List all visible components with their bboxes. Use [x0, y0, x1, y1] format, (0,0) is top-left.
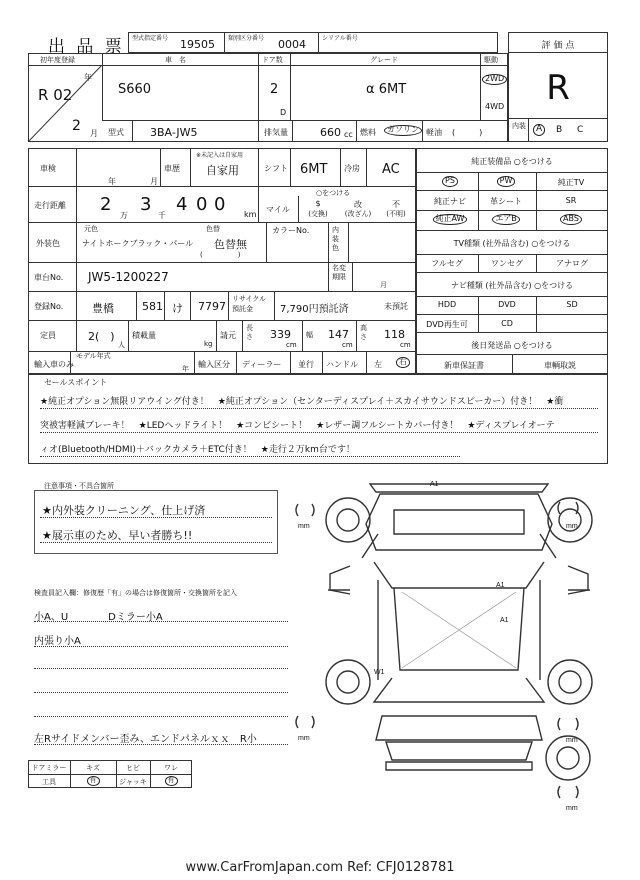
usage-note: ※未記入は自家用 — [196, 152, 244, 159]
equip-pw: PW — [476, 176, 536, 187]
drive-label: 駆動 — [484, 56, 498, 64]
sales-line-1: ★純正オプション無限リアウイング付き！ ★純正オプション（センターディスプレイ＋スカイサウンドスピーカー）付き！ ★衝 — [40, 397, 564, 407]
equip-tv: 純正TV — [557, 178, 585, 187]
reg-city: 豊橋 — [92, 302, 114, 315]
tv-oneseg: ワンセグ — [491, 259, 523, 268]
legend-scratch: キズ — [86, 764, 100, 772]
seikyu-label: 請元 — [220, 331, 236, 340]
sales-points-label: セールスポイント — [44, 378, 108, 387]
first-reg-label: 初年度登録 — [40, 56, 75, 64]
footer-watermark: www.CarFromJapan.com Ref: CFJ0128781 — [185, 860, 455, 875]
interior-label: 内装 — [512, 122, 526, 130]
inspector-line-1: 小A、U Dミラー小A — [34, 612, 163, 623]
notes-line-2: ★展示車のため、早い者勝ち!! — [42, 529, 193, 542]
car-damage-diagram — [290, 470, 620, 820]
interior-grade-c: C — [577, 125, 584, 135]
navi-cd: CD — [501, 319, 513, 328]
docs-title: 後日発送品 ○をつける — [471, 341, 553, 350]
inspection-month-unit: 月 — [150, 177, 158, 186]
sheet-title: 出 品 票 — [48, 37, 125, 57]
legend-mirror: ドアミラー — [31, 764, 67, 772]
height-cm: cm — [400, 341, 411, 349]
door-suffix: D — [280, 108, 287, 117]
vehicle-name: S660 — [118, 82, 152, 97]
reg-no-label: 登録No. — [34, 302, 64, 311]
legend-break: ワレ — [164, 764, 178, 772]
inspection-year-unit: 年 — [108, 177, 116, 186]
model-designation-label: 型式指定番号 — [132, 35, 169, 42]
damage-a1-rear-side: A1 — [500, 617, 509, 624]
import-label: 輸入車のみ — [34, 360, 74, 369]
mileage-check-note: ○をつける — [316, 189, 351, 197]
capacity-label: 定員 — [40, 331, 56, 340]
height-value: 118 — [384, 328, 405, 341]
mileage-digit-3: 4 — [176, 194, 188, 215]
equipment-title: 純正装備品 ○をつける — [471, 157, 553, 166]
length-value: 339 — [270, 328, 291, 341]
length-cm: cm — [286, 341, 297, 349]
orig-color: ナイトホークブラック・パール — [82, 239, 194, 248]
navi-sd: SD — [566, 300, 578, 309]
name-change-month: 月 — [380, 281, 387, 289]
mileage-digit-4: 0 — [196, 194, 208, 215]
navi-dvd: DVD — [498, 300, 516, 309]
category-number: 0004 — [278, 38, 306, 51]
equip-abs: ABS — [536, 214, 606, 225]
length-label: 長さ — [246, 324, 253, 341]
color-no-label: カラーNo. — [272, 226, 310, 235]
navi-title: ナビ種類 (社外品含む) ○をつける — [450, 281, 574, 290]
mm-unit-fr: mm — [566, 523, 578, 530]
reg-class: 581 — [142, 300, 163, 313]
grade-label: グレード — [370, 56, 398, 64]
drive-4wd: 4WD — [485, 102, 505, 111]
inspector-line-6: 左Rサイドメンバー歪み、エンドパネルｘｘ R小 — [34, 734, 257, 745]
km-unit: km — [244, 210, 257, 219]
model-year-label: モデル年式 — [76, 352, 111, 360]
handle-label: ハンドル — [326, 360, 358, 369]
equip-airbag: エアB — [476, 214, 536, 225]
tamper-sym: 改 — [354, 200, 362, 209]
recycle-amount: 7,790円預託済 — [280, 304, 349, 315]
category-label: 類別区分番号 — [228, 35, 265, 42]
mm-unit-rl: mm — [298, 735, 310, 742]
mileage-digit-2: 3 — [140, 194, 152, 215]
model-code: 3BA-JW5 — [150, 126, 198, 139]
recycle-label: リサイクル預託金 — [232, 295, 267, 313]
width-cm: cm — [342, 341, 353, 349]
notes-box — [34, 490, 278, 554]
interior-color-label: 内装色 — [332, 226, 339, 252]
load-label: 積載量 — [132, 331, 156, 340]
tamper-text: (改ざん) — [344, 210, 372, 218]
height-label: 高さ — [360, 324, 367, 341]
equip-ps: PS — [420, 176, 480, 187]
unknown-sym: 不 — [392, 200, 400, 209]
mileage-digit-5: 0 — [214, 194, 226, 215]
inspector-label: 検査員記入欄：修復歴「有」の場合は修復箇所・交換箇所を記入 — [34, 589, 237, 597]
damage-a1-right: A1 — [496, 582, 505, 589]
mileage-label: 走行距離 — [34, 201, 66, 210]
width-label: 幅 — [306, 331, 313, 339]
first-reg-month: 2 — [72, 118, 81, 134]
recycle-unpaid: 未預託 — [384, 302, 408, 311]
usage-value: 自家用 — [206, 164, 239, 177]
name-change-label: 名変期限 — [332, 264, 346, 281]
drive-2wd: 2WD — [482, 74, 507, 85]
notes-label: 注意事項・不具合箇所 — [44, 482, 114, 490]
notes-line-1: ★内外装クリーニング、仕上げ済 — [42, 504, 206, 517]
repaint-paren: ( ) — [200, 251, 241, 259]
mm-unit-rr: mm — [566, 737, 578, 744]
month-unit: 月 — [90, 129, 98, 138]
interior-grade-b: B — [556, 125, 563, 135]
mileage-sen: 千 — [158, 211, 166, 220]
fuel-diesel: 軽油 — [426, 128, 442, 137]
capacity-unit: 人 — [118, 341, 125, 349]
grade-value: α 6MT — [366, 82, 407, 97]
jack-present: 有 — [150, 776, 192, 786]
model-code-label: 型式 — [108, 128, 124, 137]
exterior-color-label: 外装色 — [36, 239, 60, 248]
reg-kana: け — [172, 302, 183, 315]
tv-fullseg: フルセグ — [431, 259, 463, 268]
shift-label: シフト — [264, 164, 288, 173]
legend-crack: ヒビ — [126, 764, 140, 772]
door-count: 2 — [270, 82, 279, 97]
score-label: 評 価 点 — [541, 41, 575, 51]
serial-label: シリアル番号 — [322, 35, 358, 42]
reg-number: 7797 — [198, 300, 226, 313]
unknown-text: (不明) — [386, 210, 406, 218]
orig-color-label: 元色 — [84, 225, 98, 233]
ac-value: AC — [382, 162, 400, 177]
width-value: 147 — [328, 328, 349, 341]
ac-label: 冷房 — [344, 164, 360, 173]
usage-label: 車歴 — [164, 164, 180, 173]
kg-unit: kg — [204, 340, 213, 348]
vin-value: JW5-1200227 — [88, 270, 169, 284]
tools-present: 有 — [70, 776, 116, 786]
mileage-man: 万 — [120, 211, 128, 220]
damage-a1-front: A1 — [430, 481, 439, 488]
fuel-gasoline: ガソリン — [384, 125, 422, 136]
tv-title: TV種類 (社外品含む) ○をつける — [453, 239, 571, 248]
capacity-value: 2( ) — [88, 330, 115, 343]
fuel-other: ( ) — [452, 128, 483, 137]
score-value: R — [546, 68, 570, 108]
import-year-unit: 年 — [182, 365, 189, 373]
repaint-label: 色替 — [206, 225, 220, 233]
shift-value: 6MT — [300, 162, 328, 177]
navi-dvd-play: DVD再生可 — [426, 320, 468, 329]
inspector-line-2: 内張り小A — [34, 636, 81, 647]
vehicle-name-label: 車 名 — [165, 56, 186, 64]
doors-label: ドア数 — [262, 56, 283, 64]
year-unit: 年 — [84, 73, 92, 82]
equip-leather: 革シート — [490, 197, 522, 206]
tools-label: 工具 — [42, 778, 56, 786]
interior-grade-a: A — [533, 124, 545, 136]
repaint-value: 色替無 — [214, 238, 247, 251]
sales-line-2: 突被害軽減ブレーキ！ ★LEDヘッドライト！ ★コンビシート！ ★レザー調フルシートカバー付き！ ★ディスプレイオーテ — [40, 421, 555, 431]
tv-analog: アナログ — [556, 259, 588, 268]
import-type-label: 輸入区分 — [198, 360, 230, 369]
displacement: 660 — [320, 126, 341, 139]
mile-label: マイル — [266, 205, 290, 214]
docs-warranty: 新車保証書 — [444, 361, 484, 370]
displacement-label: 排気量 — [264, 128, 288, 137]
equip-navi: 純正ナビ — [434, 197, 466, 206]
mileage-digit-1: 2 — [100, 194, 112, 215]
fuel-label: 燃料 — [360, 128, 376, 137]
sales-line-3: ィオ(Bluetooth/HDMI)＋バックカメラ＋ETC付き！ ★走行２万km台です！ — [40, 445, 355, 455]
navi-hdd: HDD — [437, 300, 457, 309]
model-designation: 19505 — [180, 38, 215, 51]
first-reg-year: R 02 — [38, 86, 73, 104]
handle-left: 左 — [374, 360, 382, 369]
damage-w1: W1 — [374, 669, 385, 676]
exchange-sym: $ — [315, 199, 321, 208]
inspection-label: 車検 — [40, 164, 56, 173]
jack-label: ジャッキ — [119, 778, 147, 786]
equip-sr: SR — [565, 196, 577, 205]
exchange-text: (交換) — [308, 210, 328, 218]
import-parallel: 並行 — [298, 360, 314, 369]
vin-label: 車台No. — [34, 273, 64, 282]
mm-unit-fl: mm — [298, 523, 310, 530]
equip-aw: 純正AW — [420, 214, 480, 225]
cc-unit: cc — [344, 130, 353, 139]
handle-right: 右 — [396, 357, 410, 368]
mm-unit-spare: mm — [566, 805, 578, 812]
docs-manual: 車輌取説 — [544, 361, 576, 370]
import-dealer: ディーラー — [242, 360, 282, 369]
